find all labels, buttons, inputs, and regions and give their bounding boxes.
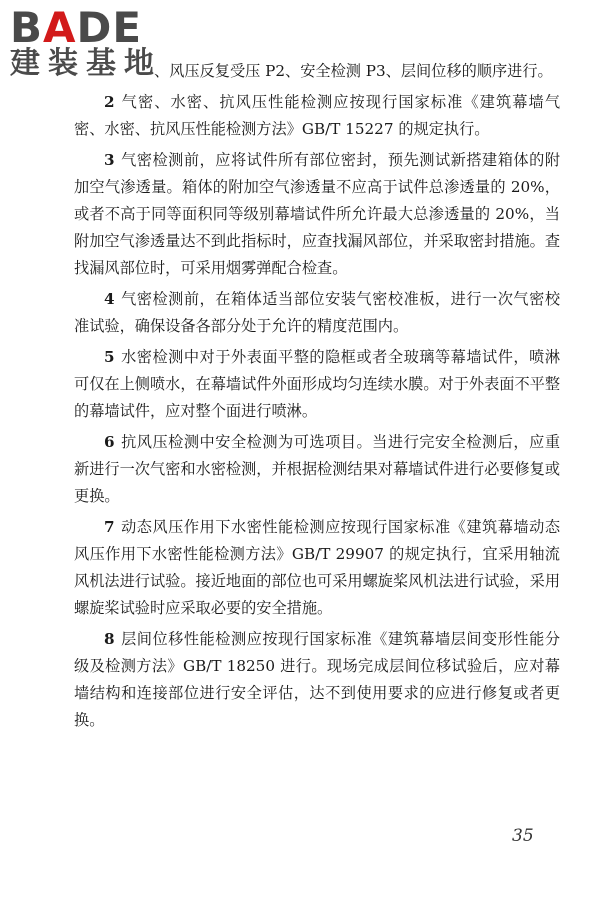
logo-letter-b: B [10, 3, 44, 52]
paragraph-7 [74, 514, 560, 622]
watermark-logo [10, 3, 180, 81]
document-body [74, 58, 560, 738]
paragraph-5 [74, 344, 560, 425]
paragraph-text: 气密检测前，在箱体适当部位安装气密校准板，进行一次气密校准试验，确保设备各部分处于允许的精度范围内。 [74, 290, 560, 335]
paragraph-6 [74, 429, 560, 510]
paragraph-2 [74, 89, 560, 143]
paragraph-text: 气密检测前，应将试件所有部位密封，预先测试新搭建箱体的附加空气渗透量。箱体的附加空气渗透量不应高于试件总渗透量的 20%，或者不高于同等面积同等级别幕墙试件所允许最大总渗透量的 20%，当附加空气渗透量达不到此指标时，应查找漏风部位，并采取密封措施。查找漏风部位时，可采用烟雾弹配合检查。 [74, 151, 560, 277]
paragraph-text: 动态风压作用下水密性能检测应按现行国家标准《建筑幕墙动态风压作用下水密性能检测方法》GB/T 29907 的规定执行，宜采用轴流风机法进行试验。接近地面的部位也可采用螺旋桨风机法进行试验，采用螺旋桨试验时应采取必要的安全措施。 [74, 518, 560, 617]
page-number: 35 [512, 826, 534, 846]
paragraph-text: 层间位移性能检测应按现行国家标准《建筑幕墙层间变形性能分级及检测方法》GB/T 18250 进行。现场完成层间位移试验后，应对幕墙结构和连接部位进行安全评估，达不到使用要求的应进行修复或者更换。 [74, 630, 560, 729]
paragraph-4 [74, 286, 560, 340]
paragraph-text: 抗风压检测中安全检测为可选项目。当进行完安全检测后，应重新进行一次气密和水密检测，并根据检测结果对幕墙试件进行必要修复或更换。 [74, 433, 560, 505]
paragraph-number: 4 [104, 290, 115, 308]
logo-wordmark [10, 3, 180, 52]
paragraph-number: 3 [104, 151, 115, 169]
paragraph-text: 水密检测中对于外表面平整的隐框或者全玻璃等幕墙试件，喷淋可仅在上侧喷水，在幕墙试件外面形成均匀连续水膜。对于外表面不平整的幕墙试件，应对整个面进行喷淋。 [74, 348, 560, 420]
logo-letters-de: DE [76, 3, 143, 52]
paragraph-3 [74, 147, 560, 282]
paragraph-number: 8 [104, 630, 115, 648]
paragraph-number: 7 [104, 518, 115, 536]
paragraph-number: 5 [104, 348, 115, 366]
logo-subtitle: 建装基地 [10, 46, 162, 81]
paragraph-text: 气密、水密、抗风压性能检测应按现行国家标准《建筑幕墙气密、水密、抗风压性能检测方法》GB/T 15227 的规定执行。 [74, 93, 560, 138]
paragraph-text: 、风压反复受压 P2、安全检测 P3、层间位移的顺序进行。 [154, 62, 553, 80]
logo-letter-a: A [43, 3, 77, 52]
paragraph-8 [74, 626, 560, 734]
paragraph-number: 2 [104, 93, 115, 111]
paragraph-number: 6 [104, 433, 115, 451]
